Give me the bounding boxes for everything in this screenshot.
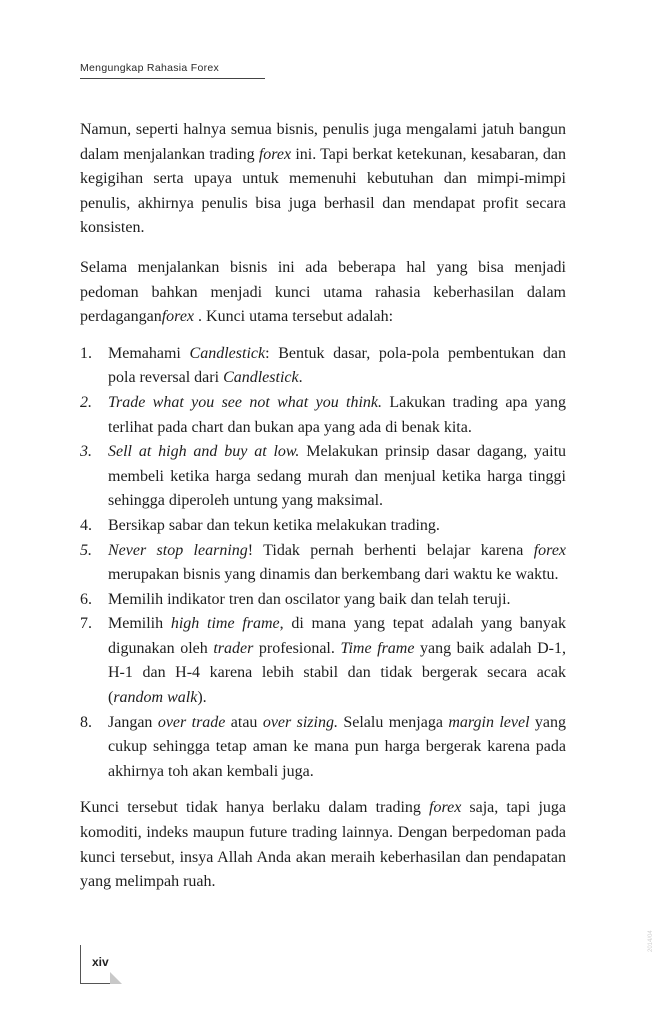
running-head: Mengungkap Rahasia Forex (80, 62, 265, 79)
italic-term: Candlestick (189, 344, 266, 362)
text-run: Kunci tersebut tidak hanya berlaku dalam trading (80, 799, 430, 817)
list-number: 4. (80, 516, 92, 534)
paragraph-keys-intro (80, 256, 566, 330)
text-run: ! Tidak pernah berhenti belajar karena (247, 541, 534, 559)
list-number: 2. (80, 393, 92, 411)
list-item (80, 440, 566, 514)
text-run: Lakukan trading apa yang terlihat pada chart dan bukan apa yang ada di benak kita. (108, 393, 566, 436)
text-run: Memahami (108, 344, 190, 362)
italic-term: Candlestick (223, 369, 299, 387)
list-item (80, 514, 566, 539)
italic-term: Never stop learning (108, 541, 248, 559)
text-run: . Kunci utama tersebut adalah: (194, 308, 394, 326)
text-run: ). (197, 689, 207, 707)
italic-term: random walk (113, 689, 198, 707)
italic-term: over trade (157, 713, 226, 731)
page-number-box (80, 945, 121, 984)
text-run: Selalu menjaga (337, 713, 449, 731)
text-run: : Bentuk dasar, pola-pola pembentukan dan pola reversal dari (108, 344, 566, 387)
italic-term: high time frame (170, 615, 280, 633)
page-corner-fold (110, 972, 122, 984)
text-run: saja, tapi juga komoditi, indeks maupun future trading lainnya. Dengan berpedoman pada kunci tersebut, insya Allah Anda akan meraih keberhasilan dan pendapatan yang melimpah ruah. (80, 799, 566, 891)
list-number: 3. (80, 443, 92, 461)
list-number: 6. (80, 590, 92, 608)
text-run: Jangan (108, 713, 158, 731)
list-item (80, 539, 566, 588)
list-number: 5. (80, 541, 92, 559)
italic-term: forex (161, 308, 195, 326)
body-text (80, 118, 566, 895)
paragraph-conclusion (80, 796, 566, 894)
text-run: ini. Tapi berkat ketekunan, kesabaran, dan kegigihan serta upaya untuk memenuhi kebutuhan dan mimpi-mimpi penulis, akhirnya penulis bisa juga berhasil dan mendapat profit secara konsisten. (80, 145, 566, 237)
text-run: . (298, 369, 303, 387)
text-run: Memilih (108, 615, 171, 633)
text-run: Memilih indikator tren dan oscilator yang baik dan telah teruji. (108, 590, 511, 608)
italic-term: forex (533, 541, 567, 559)
text-run: atau (225, 713, 263, 731)
text-run: Selama menjalankan bisnis ini ada beberapa hal yang bisa menjadi pedoman bahkan menjadi kunci utama rahasia keberhasilan dalam perdagangan (80, 258, 566, 326)
text-run: merupakan bisnis yang dinamis dan berkembang dari waktu ke waktu. (108, 566, 559, 584)
text-run: , di mana yang tepat adalah yang banyak digunakan oleh (108, 615, 567, 657)
text-run: yang cukup sehingga tetap aman ke mana pun harga bergerak karena pada akhirnya toh akan kembali juga. (108, 713, 567, 780)
italic-term: Trade what you see not what you think. (108, 393, 383, 411)
text-run: yang baik adalah D-1, H-1 dan H-4 karena lebih stabil dan tidak bergerak secara acak ( (108, 639, 566, 707)
text-run: Melakukan prinsip dasar dagang, yaitu membeli ketika harga sedang murah dan menjual ketika harga tinggi sehingga diperoleh untung yang maksimal. (108, 443, 567, 510)
list-item (80, 342, 566, 391)
list-number: 1. (80, 344, 92, 362)
italic-term: over sizing. (262, 713, 338, 731)
italic-term: Time frame (340, 639, 415, 657)
list-number: 7. (80, 615, 92, 633)
list-item (80, 711, 566, 785)
key-list (80, 342, 566, 785)
list-item (80, 391, 566, 440)
italic-term: Sell at high and buy at low. (108, 443, 300, 461)
italic-term: forex (429, 799, 462, 817)
page-number: xiv (92, 955, 109, 969)
text-run: profesional. (253, 639, 341, 657)
list-number: 8. (80, 713, 92, 731)
list-item (80, 612, 566, 710)
italic-term: forex (258, 145, 292, 163)
paragraph-intro (80, 118, 566, 241)
text-run: Namun, seperti halnya semua bisnis, penulis juga mengalami jatuh bangun dalam menjalankan trading (80, 121, 566, 163)
italic-term: trader (213, 639, 254, 657)
list-item (80, 588, 566, 613)
margin-note: 2014/04 (648, 930, 654, 952)
italic-term: margin level (448, 713, 530, 731)
text-run: Bersikap sabar dan tekun ketika melakukan trading. (108, 516, 440, 534)
